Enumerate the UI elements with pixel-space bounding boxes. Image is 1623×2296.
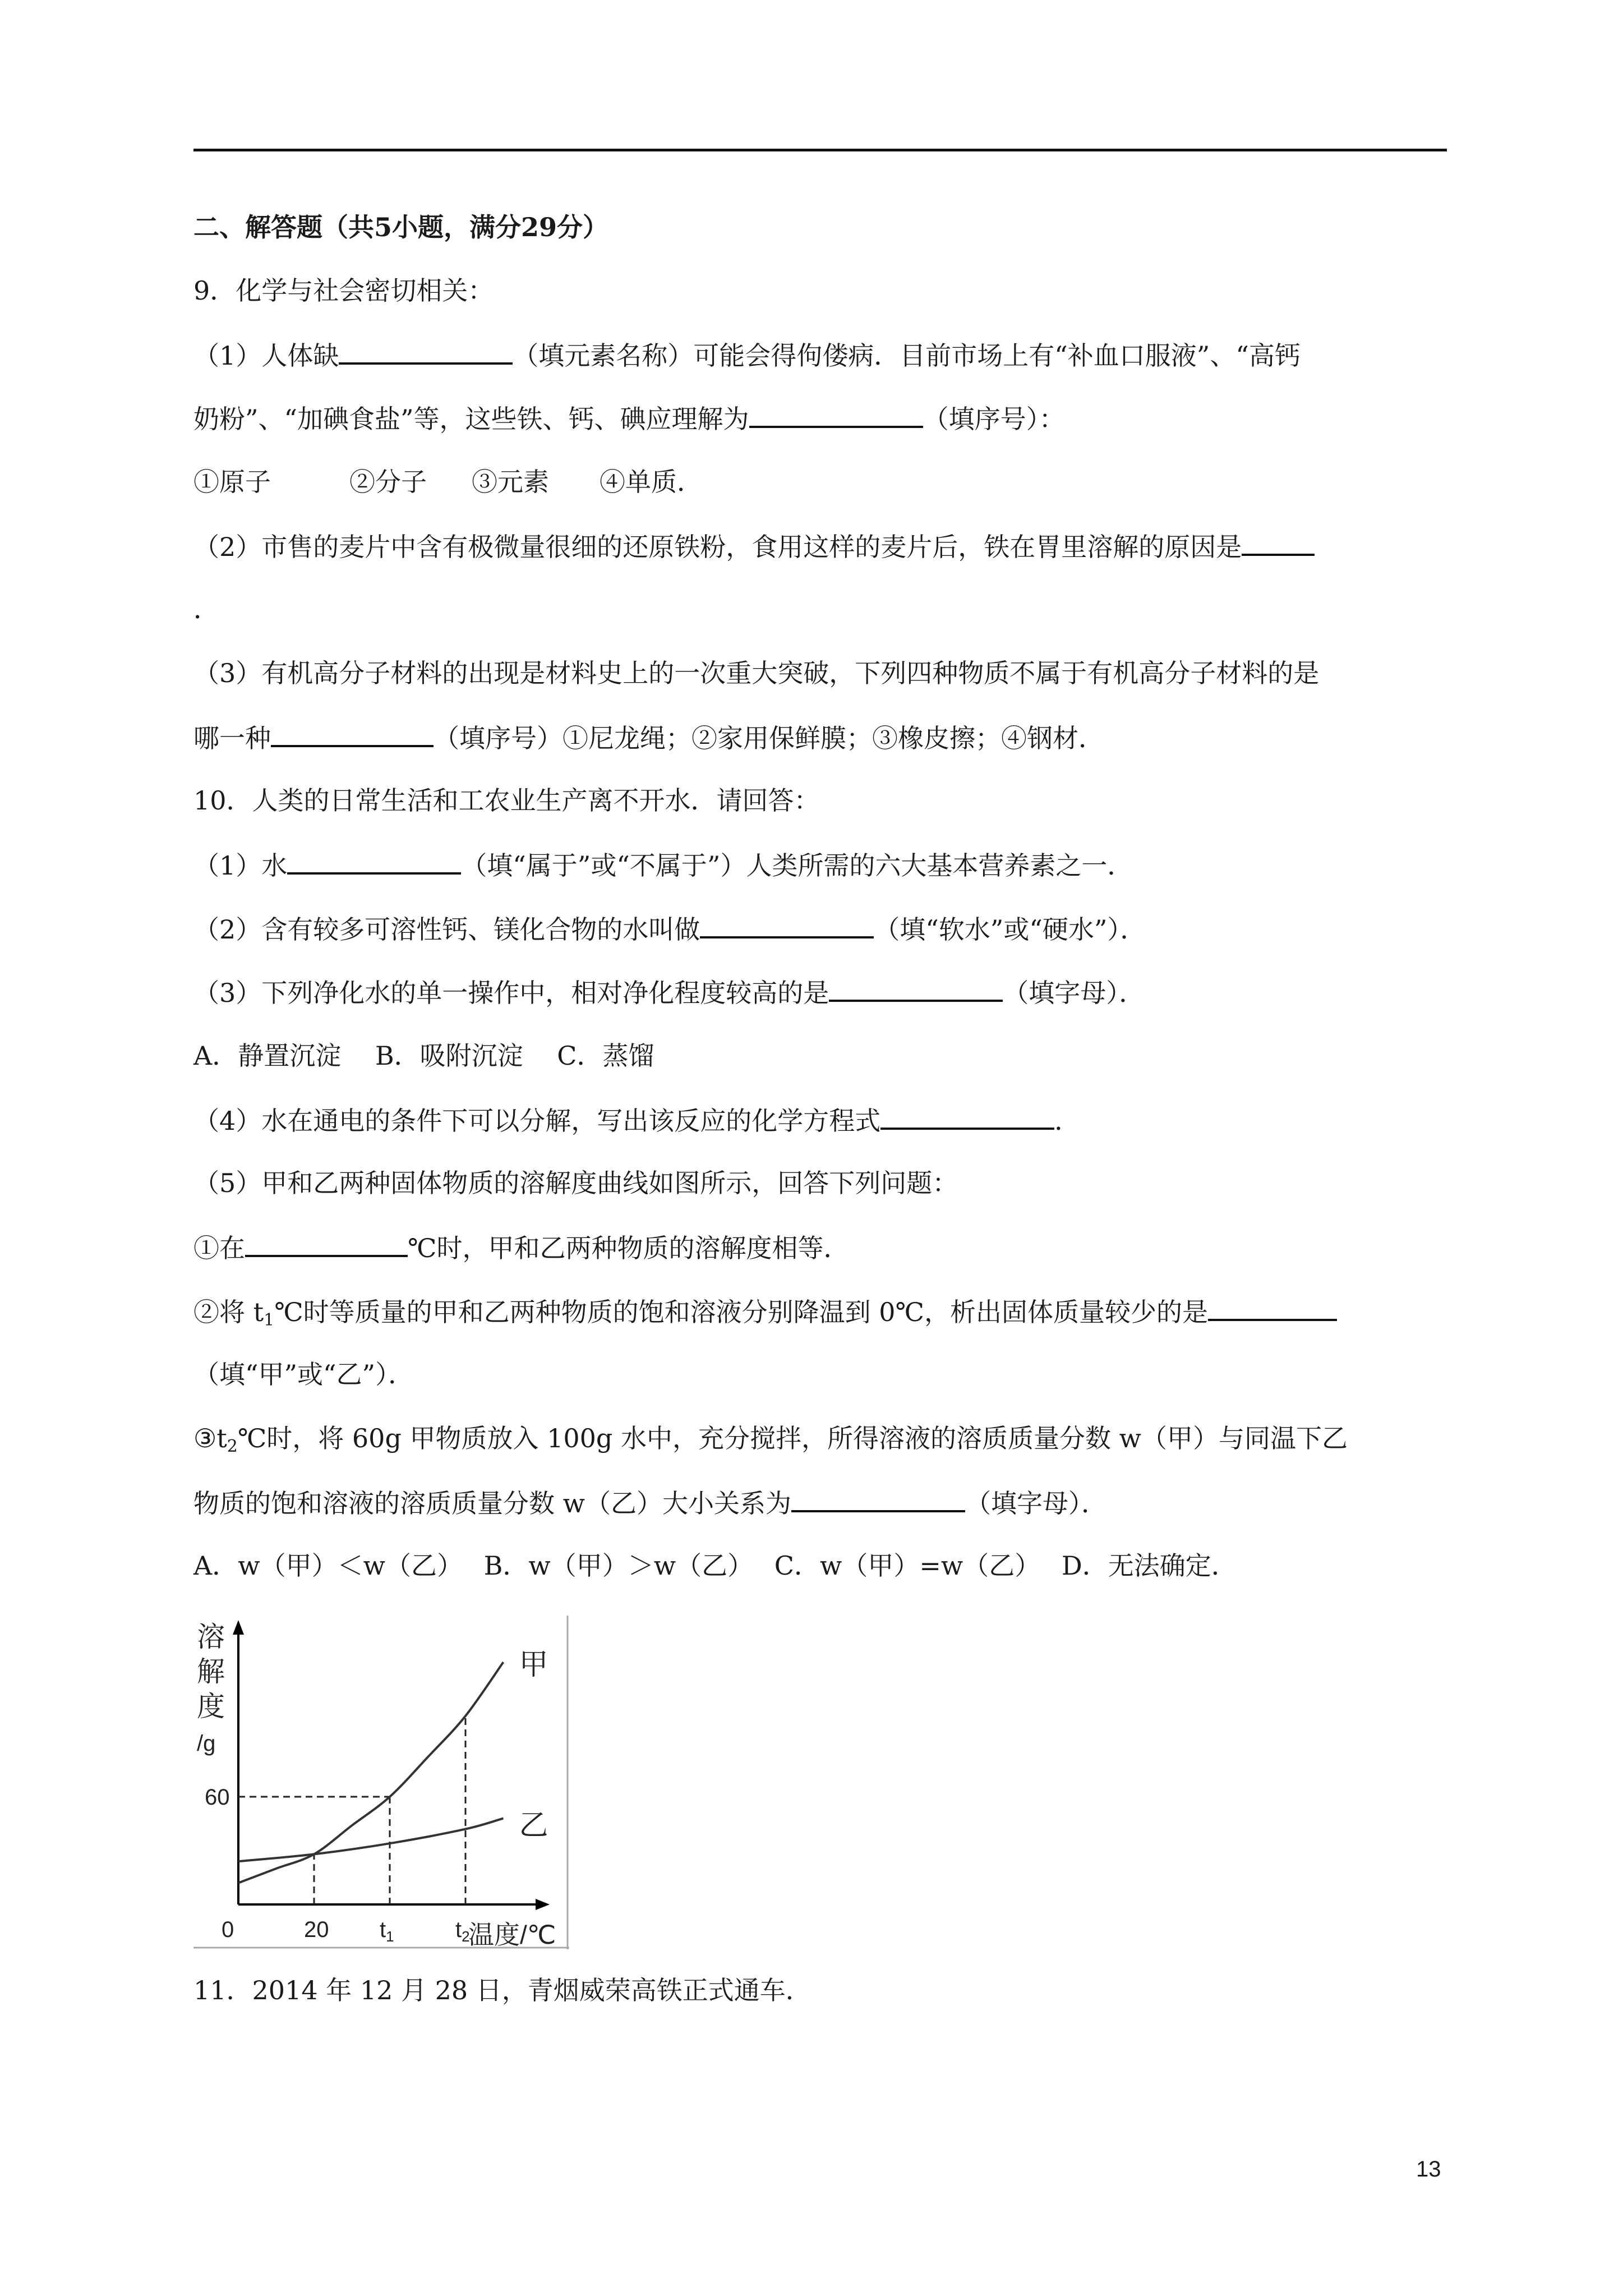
q10-s3-text-c: 物质的饱和溶液的溶质质量分数 w（乙）大小关系为 — [193, 1488, 791, 1519]
q10-part3-options: A．静置沉淀 B．吸附沉淀 C．蒸馏 — [193, 1041, 654, 1071]
answer-blank[interactable] — [339, 338, 513, 365]
q10-p1-text-a: （1）水 — [193, 850, 288, 881]
q9-p1-text-a: （1）人体缺 — [193, 341, 339, 371]
q9-part1-line1 — [193, 338, 1301, 372]
q10-s1-text-b: ℃时，甲和乙两种物质的溶解度相等． — [408, 1233, 850, 1263]
x-tick-label: 0 — [222, 1917, 234, 1942]
answer-blank[interactable] — [1242, 529, 1315, 556]
q10-part5: （5）甲和乙两种固体物质的溶解度曲线如图所示，回答下列问题： — [193, 1168, 958, 1198]
q9-stem: 9．化学与社会密切相关： — [193, 275, 494, 306]
x-axis-label: 温度/℃ — [468, 1920, 556, 1949]
q9-p1-text-d: （填序号）： — [923, 404, 1065, 434]
subscript: 1 — [264, 1310, 275, 1330]
subscript: 2 — [227, 1437, 238, 1456]
q10-s3-text-d: （填字母）． — [965, 1488, 1107, 1519]
q9-p2-text: （2）市售的麦片中含有极微量很细的还原铁粉，食用这样的麦片后，铁在胃里溶解的原因是 — [193, 532, 1242, 562]
q10-sub2-line2: （填“甲”或“乙”）． — [193, 1359, 414, 1389]
answer-blank[interactable] — [791, 1485, 965, 1512]
q10-p2-text-b: （填“软水”或“硬水”）． — [874, 914, 1146, 945]
q9-part3-line2 — [193, 720, 1104, 755]
answer-blank[interactable] — [880, 1103, 1054, 1130]
header-rule — [193, 149, 1447, 151]
q10-sub2-line1 — [193, 1294, 1337, 1337]
q11-stem: 11．2014 年 12 月 28 日，青烟威荣高铁正式通车． — [193, 1975, 811, 2005]
q10-part2 — [193, 912, 1146, 946]
answer-blank[interactable] — [287, 848, 461, 875]
q9-p3-text-b: （填序号）①尼龙绳；②家用保鲜膜；③橡皮擦；④钢材． — [434, 723, 1104, 753]
answer-blank[interactable] — [245, 1230, 408, 1257]
q10-sub3-line2 — [193, 1485, 1107, 1520]
series-label-1: 甲 — [519, 1649, 548, 1681]
q10-p4-text-b: ． — [1054, 1106, 1081, 1136]
solubility-chart — [193, 1616, 569, 1949]
q10-p2-text-a: （2）含有较多可溶性钙、镁化合物的水叫做 — [193, 914, 700, 945]
x-tick-label: $t_1$ — [380, 1917, 394, 1945]
q10-s3-text-b: ℃时，将 60g 甲物质放入 100g 水中，充分搅拌，所得溶液的溶质质量分数 w（甲）与同温下乙 — [237, 1423, 1348, 1453]
page-number: 13 — [1416, 2157, 1441, 2182]
q10-stem: 10．人类的日常生活和工农业生产离不开水．请回答： — [193, 785, 820, 816]
y-axis-label-char: /g — [197, 1731, 216, 1756]
q10-sub1 — [193, 1230, 849, 1265]
y-axis-label-char: 度 — [197, 1691, 225, 1722]
q9-part2-line2: ． — [193, 594, 219, 624]
q10-p3-text-b: （填字母）． — [1003, 978, 1145, 1008]
q9-p1-text-b: （填元素名称）可能会得佝偻病．目前市场上有“补血口服液”、“高钙 — [513, 341, 1301, 371]
q10-part3 — [193, 975, 1145, 1010]
q9-p1-text-c: 奶粉”、“加碘食盐”等，这些铁、钙、碘应理解为 — [193, 404, 749, 434]
series-label-2: 乙 — [519, 1809, 548, 1842]
q10-p3-text-a: （3）下列净化水的单一操作中，相对净化程度较高的是 — [193, 978, 829, 1008]
y-tick-label: 60 — [205, 1785, 230, 1810]
q10-s3-text-a: ③t — [193, 1423, 227, 1453]
q9-options — [193, 465, 703, 499]
x-tick-label: $t_2$ — [455, 1917, 470, 1945]
option-3: ③元素 — [472, 467, 549, 497]
q10-s1-text-a: ①在 — [193, 1233, 245, 1263]
answer-blank[interactable] — [749, 401, 923, 428]
answer-blank[interactable] — [1208, 1294, 1337, 1321]
q9-part1-line2 — [193, 401, 1065, 436]
section-heading: 二、解答题（共5小题，满分29分） — [193, 212, 609, 242]
q9-part2-line1 — [193, 529, 1315, 564]
x-tick-label: 20 — [304, 1917, 329, 1942]
q9-part3-line1: （3）有机高分子材料的出现是材料史上的一次重大突破，下列四种物质不属于有机高分子材料的是 — [193, 658, 1320, 688]
answer-blank[interactable] — [829, 975, 1003, 1002]
q10-sub3-options: A．w（甲）＜w（乙） B．w（甲）＞w（乙） C．w（甲）=w（乙） D．无法确定． — [193, 1550, 1237, 1581]
answer-blank[interactable] — [271, 720, 434, 747]
q9-p3-text-a: 哪一种 — [193, 723, 271, 753]
q10-sub3-line1 — [193, 1421, 1348, 1464]
y-axis-label-char: 解 — [197, 1656, 225, 1687]
q10-part1 — [193, 848, 1133, 882]
q10-s2-text-a: ②将 t — [193, 1297, 264, 1327]
option-1: ①原子 — [193, 467, 271, 497]
q10-s2-text-b: ℃时等质量的甲和乙两种物质的饱和溶液分别降温到 0℃，析出固体质量较少的是 — [274, 1297, 1209, 1327]
q10-part4 — [193, 1103, 1080, 1138]
q10-p4-text-a: （4）水在通电的条件下可以分解，写出该反应的化学方程式 — [193, 1106, 881, 1136]
answer-blank[interactable] — [700, 912, 874, 938]
option-2: ②分子 — [349, 467, 427, 497]
option-4: ④单质． — [600, 467, 703, 497]
y-axis-label-char: 溶 — [197, 1621, 225, 1653]
q10-p1-text-b: （填“属于”或“不属于”）人类所需的六大基本营养素之一． — [461, 850, 1133, 881]
